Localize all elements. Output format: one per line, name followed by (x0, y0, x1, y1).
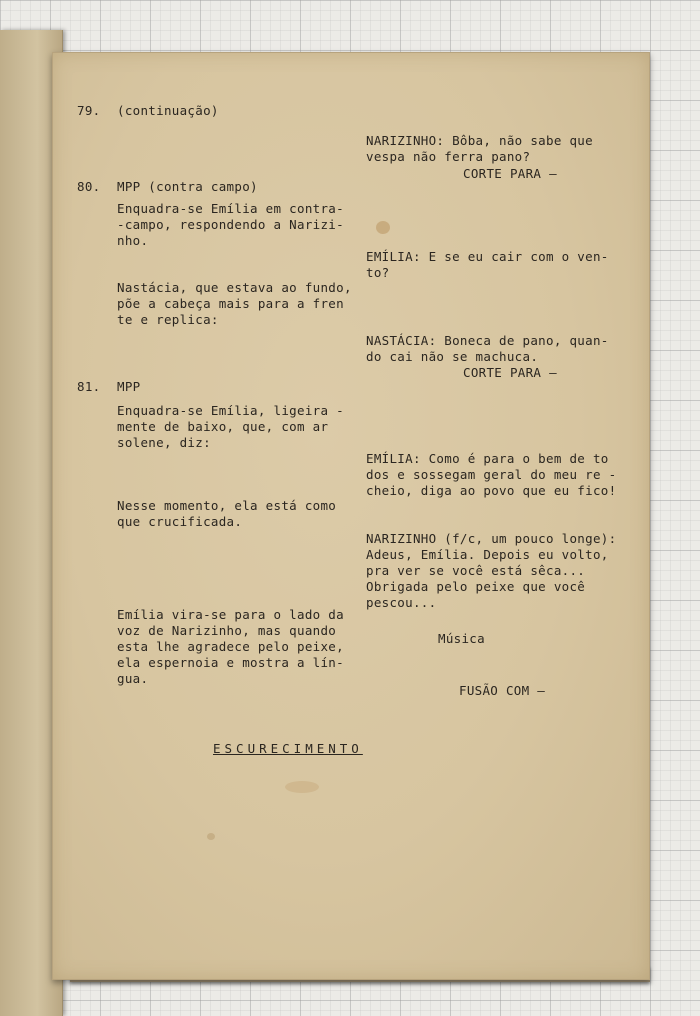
scene-heading: (continuação) (117, 103, 219, 118)
scene-number: 79. (77, 103, 101, 118)
action-text: Nastácia, que estava ao fundo, põe a cabeça mais para a fren te e replica: (117, 280, 352, 327)
action-text: Enquadra-se Emília, ligeira - mente de baixo, que, com ar solene, diz: (117, 403, 344, 450)
scene-heading: MPP (117, 379, 141, 394)
action-text: Emília vira-se para o lado da voz de Narizinho, mas quando esta lhe agradece pelo peixe, ela espernoia e mostra a lín- gua. (117, 607, 344, 686)
paper-stain (376, 221, 390, 234)
scene-number: 81. (77, 379, 101, 394)
music-cue: Música (438, 631, 485, 646)
transition-cut-to: CORTE PARA — (463, 365, 557, 380)
dialogue-narizinho: NARIZINHO (f/c, um pouco longe): Adeus, Emília. Depois eu volto, pra ver se você está sêca... Obrigada pelo peixe que você pescou... (366, 531, 617, 610)
dialogue-nastacia: NASTÁCIA: Boneca de pano, quan- do cai não se machuca. (366, 333, 609, 364)
scene-number: 80. (77, 179, 101, 194)
dialogue-narizinho: NARIZINHO: Bôba, não sabe que vespa não ferra pano? (366, 133, 593, 164)
closing-fade-out: ESCURECIMENTO (213, 741, 363, 756)
transition-dissolve-to: FUSÃO COM — (459, 683, 546, 698)
dialogue-emilia: EMÍLIA: E se eu cair com o ven- to? (366, 249, 609, 280)
action-text: Nesse momento, ela está como que crucificada. (117, 498, 337, 529)
transition-cut-to: CORTE PARA — (463, 166, 557, 181)
paper-stain (207, 833, 215, 840)
script-page (52, 52, 650, 980)
dialogue-emilia: EMÍLIA: Como é para o bem de to dos e sossegam geral do meu re - cheio, diga ao povo que eu fico! (366, 451, 617, 498)
action-text: Enquadra-se Emília em contra- -campo, respondendo a Narizi- nho. (117, 201, 344, 248)
scene-heading: MPP (contra campo) (117, 179, 258, 194)
paper-stain (285, 781, 319, 793)
